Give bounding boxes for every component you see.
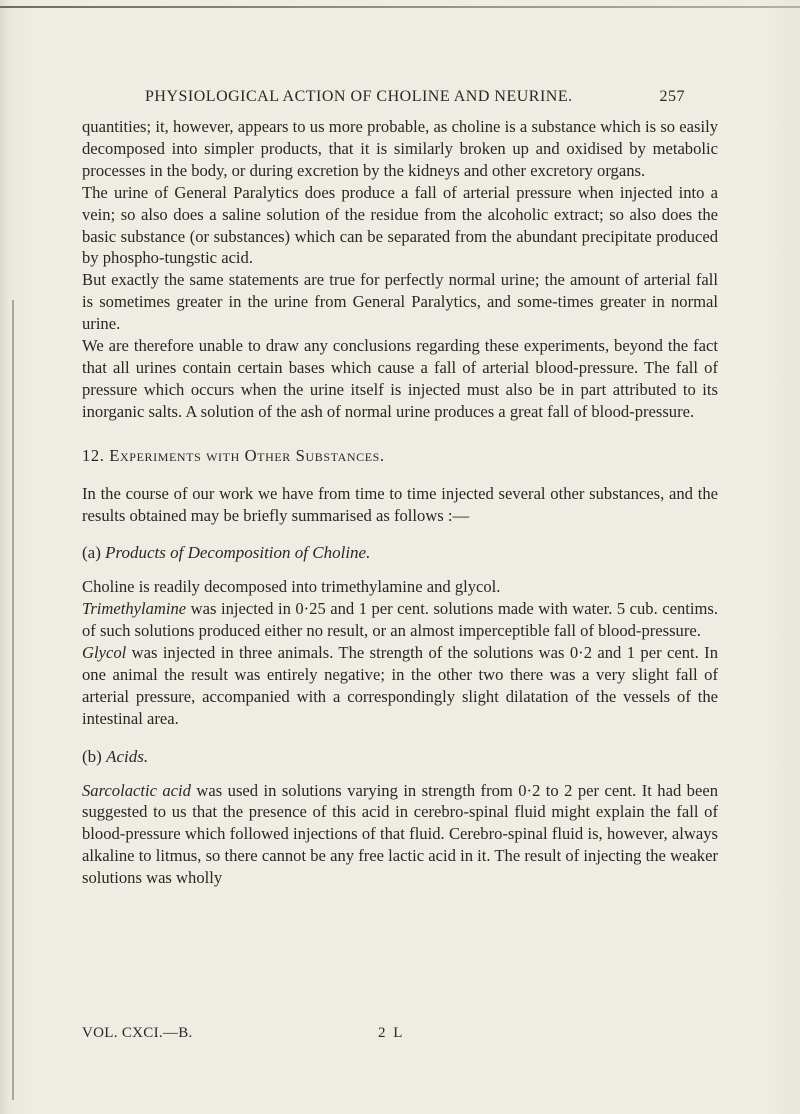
paragraph-9-text: was used in solutions varying in strength from 0·2 to 2 per cent. It had been suggested to us that the presence of this acid in cerebro-spinal fluid might explain the fall of blood-pressure which followed injections of that fluid. Cerebro-spinal fluid is, however, always alkaline to litmus, so there cannot be any free lactic acid in it. The result of injecting the weaker solutions was wholly bbox=[82, 780, 718, 888]
paragraph-2: The urine of General Paralytics does produce a fall of arterial pressure when injected into a vein; so also does a saline solution of the residue from the alcoholic extract; so also does the basic substance (or substances) which can be separated from the abundant precipitate produced by phospho-tungstic acid. bbox=[82, 182, 718, 268]
section-heading bbox=[82, 445, 718, 467]
subheading-b-title: Acids. bbox=[106, 746, 149, 766]
body-text bbox=[82, 116, 718, 889]
subheading-a-title: Products of Decomposition of Choline. bbox=[105, 543, 371, 563]
paragraph-3: But exactly the same statements are true for perfectly normal urine; the amount of arterial fall is sometimes greater in the urine from General Paralytics, and some-times greater in normal urine. bbox=[82, 270, 718, 334]
paragraph-9 bbox=[82, 780, 718, 890]
subheading-a bbox=[82, 542, 718, 564]
signature-mark: 2 L bbox=[378, 1025, 405, 1041]
subheading-a-prefix: (a) bbox=[82, 543, 101, 563]
paragraph-5: In the course of our work we have from time to time injected several other substances, and the results obtained may be briefly summarised as follows :— bbox=[82, 483, 718, 525]
running-title: PHYSIOLOGICAL ACTION OF CHOLINE AND NEURINE. bbox=[145, 88, 573, 105]
term-glycol: Glycol bbox=[82, 643, 127, 663]
binding-rule bbox=[12, 300, 14, 1100]
subheading-b-prefix: (b) bbox=[82, 746, 102, 766]
paragraph-6: Choline is readily decomposed into trimethylamine and glycol. bbox=[82, 577, 501, 597]
paragraph-7-text: was injected in 0·25 and 1 per cent. solutions made with water. 5 cub. centims. of such solutions produced either no result, or an almost imperceptible fall of blood-pressure. bbox=[82, 599, 718, 641]
paragraph-7 bbox=[82, 598, 718, 642]
term-sarcolactic-acid: Sarcolactic acid bbox=[82, 780, 191, 800]
top-rule bbox=[0, 6, 800, 8]
paragraph-4: We are therefore unable to draw any conclusions regarding these experiments, beyond the fact that all urines contain certain bases which cause a fall of arterial blood-pressure. The fall of pressure which occurs when the urine itself is injected must also be in part attributed to its inorganic salts. A solution of the ash of normal urine produces a great fall of blood-pressure. bbox=[82, 336, 718, 421]
subheading-b bbox=[82, 746, 718, 768]
page-number: 257 bbox=[659, 88, 685, 105]
running-header bbox=[145, 88, 685, 106]
paragraph-1: quantities; it, however, appears to us more probable, as choline is a substance which is so easily decomposed into simpler products, that it is similarly broken up and oxidised by metabolic processes in the body, or during excretion by the kidneys and other excretory organs. bbox=[82, 117, 718, 180]
term-trimethylamine: Trimethylamine bbox=[82, 599, 187, 619]
paragraph-8-text: was injected in three animals. The strength of the solutions was 0·2 and 1 per cent. In one animal the result was entirely negative; in the other two there was a very slight fall of arterial pressure, accompanied with a correspondingly slight dilatation of the vessels of the intestinal area. bbox=[82, 643, 718, 728]
section-heading-text: 12. Experiments with Other Substances. bbox=[82, 445, 385, 465]
paragraph-8 bbox=[82, 642, 718, 730]
volume-label: VOL. CXCI.—B. bbox=[82, 1025, 193, 1041]
